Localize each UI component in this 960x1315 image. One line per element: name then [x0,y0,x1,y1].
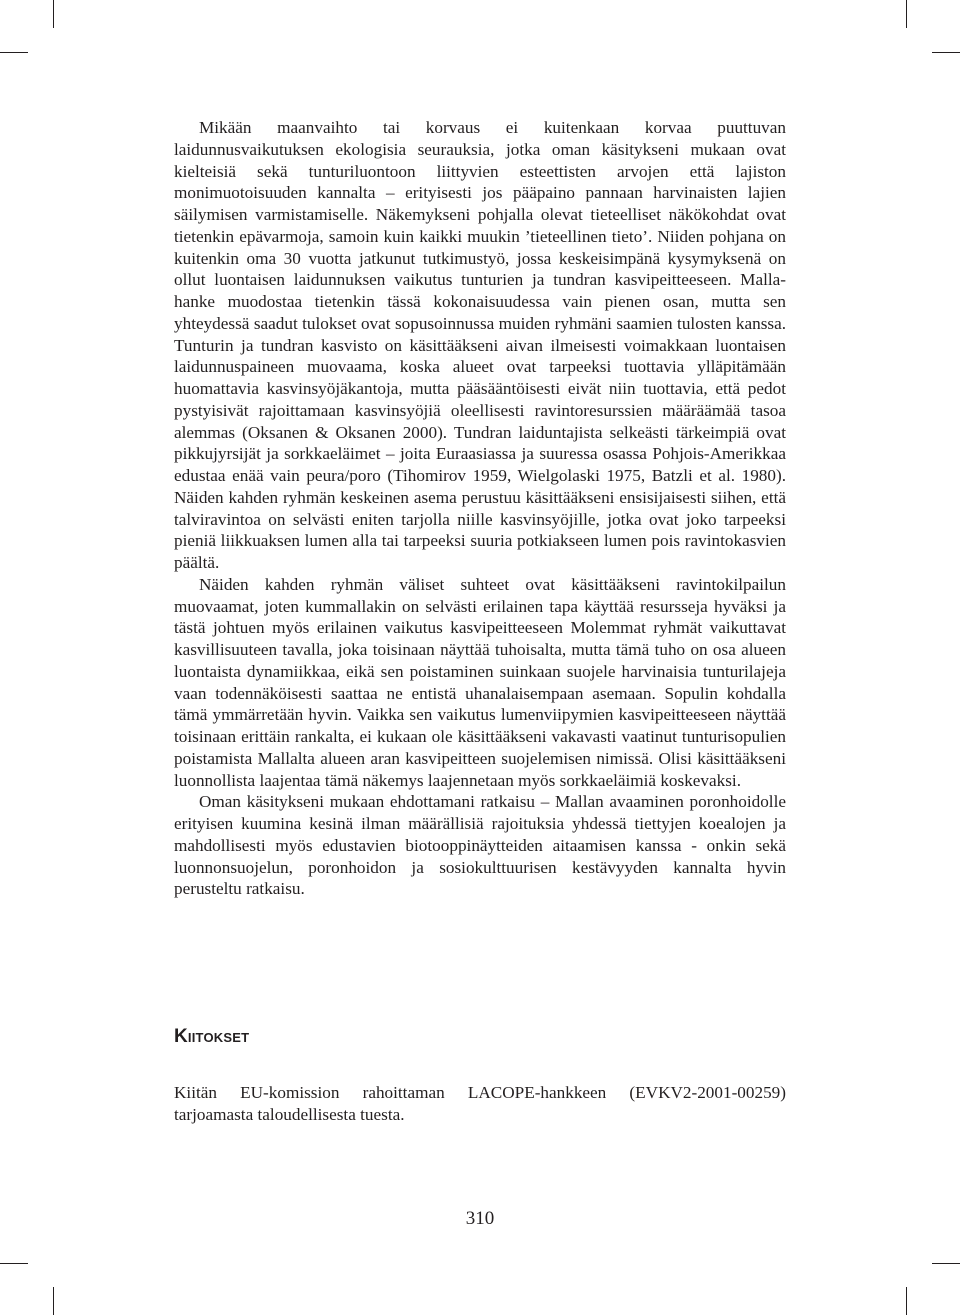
acknowledgements-heading: Kiitokset [174,1026,250,1047]
crop-mark-top-right [906,0,907,28]
body-text [174,117,786,900]
crop-mark-top-left [53,0,54,28]
crop-mark-bottom-left [53,1287,54,1315]
paragraph-3: Oman käsitykseni mukaan ehdottamani ratkaisu – Mallan avaaminen poronhoidolle erityisen kuumina kesinä ilman määrällisiä rajoituksia yhdessä tiettyjen koealojen ja mahdollisesti myös edustavien biotooppinäytteiden aitaamisen kanssa - onkin sekä luonnonsuojelun, poronhoidon ja sosiokulttuurisen kestävyyden kannalta hyvin perusteltu ratkaisu. [174,792,786,899]
crop-mark-right-top [932,52,960,53]
crop-mark-left-top [0,52,28,53]
crop-mark-bottom-right [906,1287,907,1315]
crop-mark-left-bottom [0,1263,28,1264]
paragraph-1: Mikään maanvaihto tai korvaus ei kuitenkaan korvaa puuttuvan laidunnusvaikutuksen ekologisia seurauksia, jotka oman käsitykseni mukaan ovat kielteisiä sekä tunturiluontoon liittyvien esteettisten arvojen että lajiston monimuotoisuuden kannalta – erityisesti jos pääpaino pannaan harvinaisten lajien säilymisen varmistamiselle. Näkemykseni pohjalla olevat tieteelliset näkökohdat ovat tietenkin epävarmoja, samoin kuin kaikki muukin ’tieteellinen tieto’. Niiden pohjana on kuitenkin oma 30 vuotta jatkunut tutkimustyö, jossa keskeisimpänä kysymyksenä on ollut luontaisen laidunnuksen vaikutus tunturien ja tundran kasvipeitteeseen. Malla-hanke muodostaa tietenkin tässä kokonaisuudessa vain pienen osan, mutta sen yhteydessä saadut tulokset ovat sopusoinnussa muiden ryhmäni saamien tulosten kanssa. Tunturin ja tundran kasvisto on käsittääkseni aivan ilmeisesti voimakkaan luontaisen laidunnuspaineen muovaama, koska alueet ovat tarpeeksi tuottavia ylläpitämään huomattavia kasvinsyöjäkantoja, mutta pääsääntöisesti eivät niin tuottavia, että pedot pystyisivät rajoittamaan kasvinsyöjiä oleellisesti ravintoresurssien määräämää tasoa alemmas (Oksanen & Oksanen 2000). Tundran laiduntajista selkeästi tärkeimpiä ovat pikkujyrsijät ja sorkkaeläimet – joita Euraasiassa ja suuressa osassa Pohjois-Amerikkaa edustaa enää vain peura/poro (Tihomirov 1959, Wielgolaski 1975, Batzli et al. 1980). Näiden kahden ryhmän keskeinen asema perustuu käsittääkseni ensisijaisesti siihen, että talviravintoa on selvästi eniten tarjolla niille kasvinsyöjille, jotka ovat joko tarpeeksi pieniä liikkuaksen lumen alla tai tarpeeksi suuria potkiakseen lumen pois ravintokasvien päältä. [174,118,786,572]
page-number: 310 [465,1208,495,1229]
paragraph-2: Näiden kahden ryhmän väliset suhteet ovat käsittääkseni ravintokilpailun muovaamat, joten kummallakin on selvästi erilainen tapa käyttää resursseja hyväksi ja tästä johtuen myös erilainen vaikutus kasvipeitteeseen Molemmat ryhmät vaikuttavat kasvillisuuteen tavalla, joka toisinaan näyttää tuhoisalta, mutta tämä tuho on osa alueen luontaista dynamiikkaa, eikä sen poistaminen suinkaan suojele harvinaisia tunturilajeja vaan todennäköisesti saattaa ne entistä uhanalaisempaan asemaan. Sopulin kohdalla tämä ymmärretään hyvin. Vaikka sen vaikutus lumenviipymien kasvipeitteeseen näyttää toisinaan erittäin rankalta, ei kukaan ole käsittääkseni vakavasti vaatinut tunturisopulien poistamista Mallalta alueen aran kasvipeitteen suojelemisen nimissä. Olisi käsittääkseni luonnollista laajentaa tämä näkemys laajennetaan myös sorkkaeläimiä koskevaksi. [174,574,786,790]
crop-mark-right-bottom [932,1263,960,1264]
acknowledgements-text: Kiitän EU-komission rahoittaman LACOPE-hankkeen (EVKV2-2001-00259) tarjoamasta taloudellisesta tuesta. [174,1083,786,1124]
